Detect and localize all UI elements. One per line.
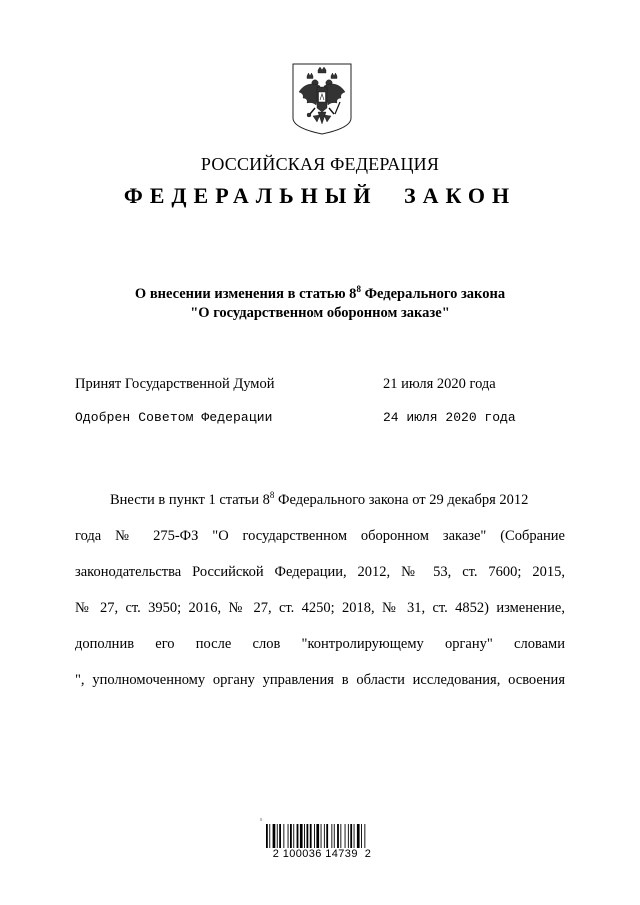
subject-line-1: О внесении изменения в статью $8^8$ Федерального закона — [134, 284, 506, 302]
barcode-number: 2 100036 14739 2 — [272, 848, 372, 860]
country-title: РОССИЙСКАЯ ФЕДЕРАЦИЯ — [200, 154, 440, 174]
document-type-title: ФЕДЕРАЛЬНЫЙ ЗАКОН — [123, 183, 517, 208]
body-line-3: законодательства Российской Федерации, 2012, № 53, ст. 7600; 2015, — [75, 564, 565, 580]
approved-label: Одобрен Советом Федерации — [75, 410, 273, 425]
svg-text:≡: ≡ — [260, 817, 263, 822]
body-line-5: дополнив его после слов "контролирующему органу" словами — [75, 636, 565, 652]
law-subject — [0, 285, 640, 323]
adopted-date: 21 июля 2020 года — [383, 376, 496, 392]
subject-line-2: "О государственном оборонном заказе" — [190, 305, 450, 321]
barcode-icon — [258, 814, 386, 874]
law-body-text — [75, 482, 565, 698]
body-line-4: № 27, ст. 3950; 2016, № 27, ст. 4250; 2018, № 31, ст. 4852) изменение, — [75, 600, 565, 616]
approved-date: 24 июля 2020 года — [383, 410, 516, 425]
body-line-1: Внести в пункт 1 статьи $8^8$ Федерального закона от 29 декабря 2012 — [110, 490, 529, 508]
adopted-label: Принят Государственной Думой — [75, 376, 275, 392]
body-line-6: ", уполномоченному органу управления в области исследования, освоения — [75, 672, 565, 688]
body-line-2: года № 275-ФЗ "О государственном оборонном заказе" (Собрание — [75, 528, 565, 544]
coat-of-arms-icon — [290, 62, 354, 135]
